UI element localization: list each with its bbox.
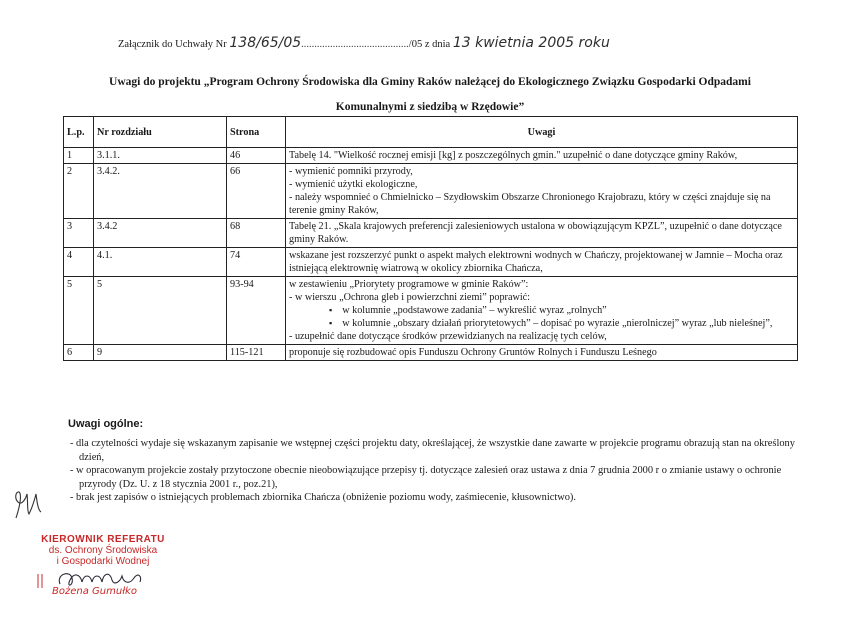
header-prefix: Załącznik do Uchwały Nr [118, 39, 227, 50]
table-row [64, 164, 798, 219]
general-remarks-heading: Uwagi ogólne: [68, 418, 144, 430]
cell-lp: 4 [64, 248, 94, 277]
handwritten-initials-icon [10, 488, 46, 522]
list-item: - w opracowanym projekcie zostały przytoczone obecnie nieobowiązujące przepisy tj. dotyczące zalesień oraz ustawa z dnia 7 grudnia 2000 r o zmianie ustawy o ochronie przyrody (Dz. U. z 18 stycznia 2001 r., poz.21), [70, 465, 782, 490]
cell-uwagi: proponuje się rozbudować opis Funduszu Ochrony Gruntów Rolnych i Funduszu Leśnego [286, 345, 798, 361]
stamp-title: KIEROWNIK REFERATU [41, 534, 165, 545]
cell-uwagi: wskazane jest rozszerzyć punkt o aspekt małych elektrowni wodnych w Chańczy, projektowanej w Jamnie – Mocha oraz istniejącą elektrownię wiatrową w okolicy zbiornika Chańcza, [286, 248, 798, 277]
handwritten-signature-icon [30, 560, 170, 600]
stamp-department: ds. Ochrony Środowiska [48, 545, 158, 556]
list-item: - brak jest zapisów o istniejących problemach zbiornika Chańcza (obniżenie poziomu wody, zaśmiecenie, kłusownictwo). [70, 492, 576, 503]
priority-subitem: - uzupełnić dane dotyczące środków przewidzianych na realizację tych celów, [289, 331, 607, 342]
stamp-department-2: i Gospodarki Wodnej [56, 556, 150, 567]
cell-rozdzial: 3.4.2 [94, 219, 227, 248]
cell-rozdzial: 3.4.2. [94, 164, 227, 219]
attachment-header [118, 35, 838, 57]
header-dots: ......................................... [301, 39, 409, 50]
remarks-list [289, 165, 794, 217]
table-row [64, 148, 798, 164]
cell-uwagi: Tabelę 21. „Skala krajowych preferencji zalesieniowych ustalona w obowiązującym KPZL”, uzupełnić o dane dotyczące gminy Raków. [286, 219, 798, 248]
cell-strona: 74 [227, 248, 286, 277]
list-item: - wymienić pomniki przyrody, [289, 166, 413, 177]
resolution-date: 13 kwietnia 2005 roku [452, 35, 610, 51]
header-lp: L.p. [64, 117, 94, 148]
cell-lp: 1 [64, 148, 94, 164]
bullet-item [329, 304, 794, 317]
cell-strona: 93-94 [227, 277, 286, 345]
bullet-text: w kolumnie „obszary działań priorytetowych” – dopisać po wyrazie „nierolniczej” wyraz „lub nieleśnej”, [342, 318, 773, 329]
cell-rozdzial: 4.1. [94, 248, 227, 277]
cell-strona: 115-121 [227, 345, 286, 361]
header-strona: Strona [227, 117, 286, 148]
general-remarks-list [70, 437, 800, 505]
cell-lp: 2 [64, 164, 94, 219]
remarks-table [63, 116, 798, 361]
bullet-list [289, 304, 794, 330]
table-header-row [64, 117, 798, 148]
cell-lp: 6 [64, 345, 94, 361]
bullet-text: w kolumnie „podstawowe zadania” – wykreślić wyraz „rolnych” [342, 305, 607, 316]
stamp-name: Bożena Gumułko [52, 586, 137, 597]
table-row [64, 345, 798, 361]
bullet-item [329, 317, 794, 330]
header-uwagi: Uwagi [286, 117, 798, 148]
priority-subitem: - w wierszu „Ochrona gleb i powierzchni ziemi” poprawić: [289, 292, 531, 303]
table-row [64, 219, 798, 248]
header-year-suffix: /05 z dnia [408, 39, 451, 50]
document-title [60, 70, 800, 120]
header-rozdzial: Nr rozdziału [94, 117, 227, 148]
list-item: - wymienić użytki ekologiczne, [289, 179, 418, 190]
cell-rozdzial: 9 [94, 345, 227, 361]
resolution-number: 138/65/05 [229, 35, 302, 51]
cell-rozdzial: 3.1.1. [94, 148, 227, 164]
cell-rozdzial: 5 [94, 277, 227, 345]
table-row [64, 277, 798, 345]
cell-strona: 66 [227, 164, 286, 219]
title-line-1: Uwagi do projektu „Program Ochrony Środowiska dla Gminy Raków należącej do Ekologicznego Związku Gospodarki Odpadami [109, 76, 751, 88]
cell-uwagi [286, 277, 798, 345]
list-item: - dla czytelności wydaje się wskazanym zapisanie we wstępnej części projektu daty, określającej, że wszystkie dane zawarte w projekcie programu obrazują stan na określony dzień, [70, 438, 795, 463]
cell-uwagi [286, 164, 798, 219]
list-item: - należy wspomnieć o Chmielnicko – Szydłowskim Obszarze Chronionego Krajobrazu, który w części znajduje się na terenie gminy Raków, [289, 192, 771, 216]
title-line-2: Komunalnymi z siedzibą w Rzędowie” [335, 101, 525, 113]
cell-strona: 68 [227, 219, 286, 248]
cell-strona: 46 [227, 148, 286, 164]
cell-lp: 3 [64, 219, 94, 248]
table-row [64, 248, 798, 277]
priority-intro: w zestawieniu „Priorytety programowe w gminie Raków”: [289, 279, 529, 290]
cell-lp: 5 [64, 277, 94, 345]
cell-uwagi: Tabelę 14. "Wielkość rocznej emisji [kg] z poszczególnych gmin." uzupełnić o dane dotyczące gminy Raków, [286, 148, 798, 164]
